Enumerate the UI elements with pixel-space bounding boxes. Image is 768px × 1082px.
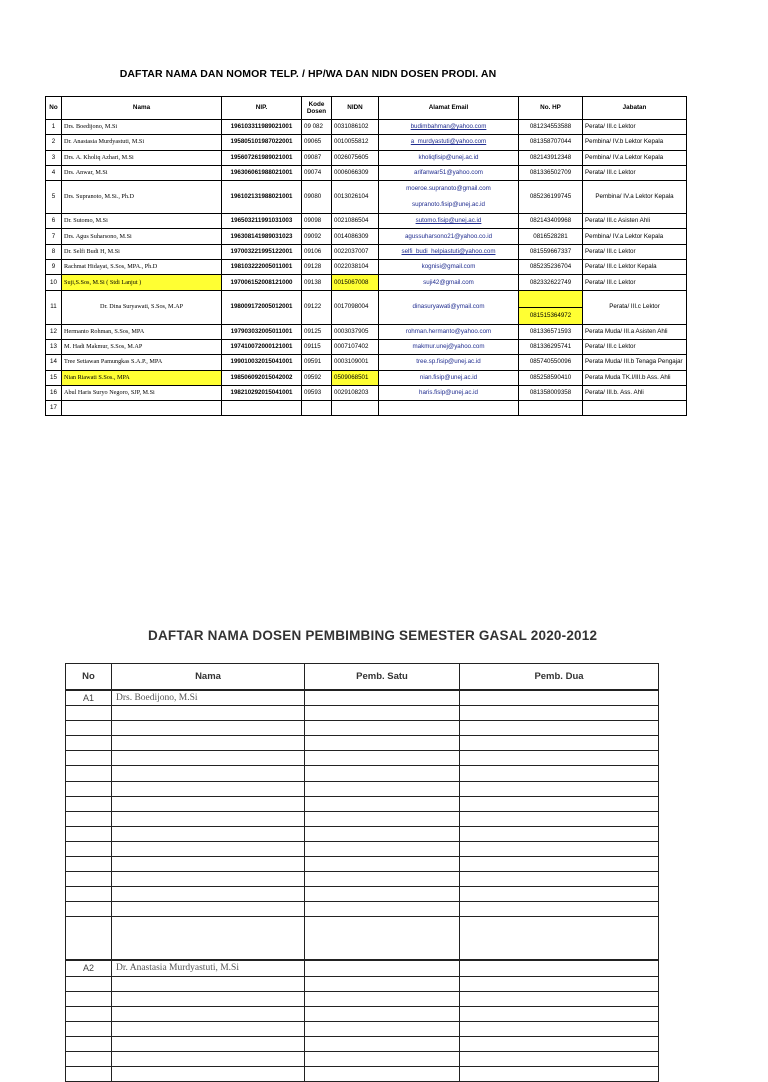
advisor-code <box>66 811 112 826</box>
advisor-blank-row <box>66 1067 659 1082</box>
row-hp <box>519 401 583 416</box>
advisor-pemb-dua <box>460 1067 659 1082</box>
advisor-name <box>112 902 305 917</box>
advisor-blank-row <box>66 736 659 751</box>
advisor-pemb-satu <box>305 991 460 1006</box>
row-hp: 081358707044 <box>519 135 583 150</box>
row-email[interactable]: rohman.hermanto@yahoo.com <box>379 324 519 339</box>
table-row <box>46 401 687 416</box>
row-no: 10 <box>46 275 62 290</box>
row-no: 17 <box>46 401 62 416</box>
lecturer-table <box>45 96 687 416</box>
row-nidn: 0010055812 <box>332 135 379 150</box>
advisor-pemb-satu <box>305 841 460 856</box>
advisor-group-row <box>66 960 659 976</box>
row-kode: 09087 <box>302 150 332 165</box>
row-hp: 085236199745 <box>519 181 583 214</box>
table-row <box>46 165 687 180</box>
table-header-row <box>46 97 687 120</box>
table-row <box>46 290 687 324</box>
row-email[interactable]: kognisi@gmail.com <box>379 260 519 275</box>
row-email-secondary[interactable]: supranoto.fisip@unej.ac.id <box>411 201 485 209</box>
row-nip: 197410072000121001 <box>222 339 302 354</box>
advisor-blank-row <box>66 706 659 721</box>
row-nip: 198009172005012001 <box>222 290 302 324</box>
col-header-kode: Kode Dosen <box>302 97 332 120</box>
row-email[interactable]: haris.fisip@unej.ac.id <box>379 385 519 400</box>
row-hp: 085235236704 <box>519 260 583 275</box>
advisor-name <box>112 1051 305 1066</box>
advisor-code <box>66 857 112 872</box>
col-header-email: Alamat Email <box>379 97 519 120</box>
row-hp-value: 081515364972 <box>519 308 582 324</box>
advisor-name <box>112 857 305 872</box>
row-nip: 196102131988021001 <box>222 181 302 214</box>
row-jabatan: Perata/ III.b. Ass. Ahli <box>583 385 687 400</box>
row-no: 9 <box>46 260 62 275</box>
advisor-pemb-dua <box>460 766 659 781</box>
advisor-name <box>112 706 305 721</box>
advisor-pemb-dua <box>460 841 659 856</box>
row-nama: Drs. Agus Suharsono, M.Si <box>62 229 222 244</box>
row-email[interactable]: agussuharsono21@yahoo.co.id <box>379 229 519 244</box>
row-nama: Rachmat Hidayat, S.Sos, MPA., Ph.D <box>62 260 222 275</box>
row-hp: 082143409968 <box>519 214 583 229</box>
advisor-pemb-satu <box>305 690 460 706</box>
row-nip: 197003221995122001 <box>222 244 302 259</box>
row-nip: 196308141989031023 <box>222 229 302 244</box>
advisor-code <box>66 796 112 811</box>
row-nip: 197903032005011001 <box>222 324 302 339</box>
row-no: 13 <box>46 339 62 354</box>
row-kode: 09115 <box>302 339 332 354</box>
row-nidn: 0031086102 <box>332 120 379 135</box>
row-kode <box>302 401 332 416</box>
advisor-pemb-dua <box>460 721 659 736</box>
row-nidn: 0003037905 <box>332 324 379 339</box>
advisor-name <box>112 796 305 811</box>
advisor-blank-row <box>66 811 659 826</box>
row-nama: Tree Setiawan Pamungkas S.A.P., MPA <box>62 355 222 370</box>
advisor-blank-row <box>66 887 659 902</box>
advisor-code <box>66 1067 112 1082</box>
row-nama: Dr. Anastasia Murdyastuti, M.Si <box>62 135 222 150</box>
row-hp: 081336502709 <box>519 165 583 180</box>
row-hp: 081358009358 <box>519 385 583 400</box>
advisor-name <box>112 826 305 841</box>
row-no: 2 <box>46 135 62 150</box>
row-hp: 082332622749 <box>519 275 583 290</box>
advisor-code <box>66 1036 112 1051</box>
row-jabatan: Pembina/ IV.a Lektor Kepala <box>583 229 687 244</box>
advisor-code <box>66 841 112 856</box>
row-email[interactable]: makmur.unej@yahoo.com <box>379 339 519 354</box>
row-nama: Abul Haris Suryo Negoro, SJP, M.Si <box>62 385 222 400</box>
col-header-nama: Nama <box>62 97 222 120</box>
advisor-pemb-dua <box>460 902 659 917</box>
row-no: 16 <box>46 385 62 400</box>
row-email[interactable]: a_murdyastuti@yahoo.com <box>379 135 519 150</box>
advisor-header-row <box>66 664 659 691</box>
advisor-code <box>66 826 112 841</box>
row-jabatan: Perata Muda TK.I/III.b Ass. Ahli <box>583 370 687 385</box>
row-kode: 09098 <box>302 214 332 229</box>
row-no: 4 <box>46 165 62 180</box>
row-email[interactable]: tree.sp.fisip@unej.ac.id <box>379 355 519 370</box>
row-nama: Nian Riawati S.Sos., MPA <box>62 370 222 385</box>
advisor-code <box>66 706 112 721</box>
row-nidn: 0006066309 <box>332 165 379 180</box>
advisor-spacer-cell <box>112 917 305 961</box>
col-header-no: No <box>46 97 62 120</box>
row-hp: 085740550096 <box>519 355 583 370</box>
advisor-list-title: DAFTAR NAMA DOSEN PEMBIMBING SEMESTER GASAL 2020-2012 <box>148 628 598 643</box>
advisor-pemb-dua <box>460 1036 659 1051</box>
advisor-pemb-dua <box>460 976 659 991</box>
advisor-pemb-satu <box>305 751 460 766</box>
col-header-jabatan: Jabatan <box>583 97 687 120</box>
row-hp: 082143912348 <box>519 150 583 165</box>
row-kode: 09 082 <box>302 120 332 135</box>
advisor-pemb-satu <box>305 1067 460 1082</box>
row-nip: 195607261989021001 <box>222 150 302 165</box>
row-nip: 195805101987022001 <box>222 135 302 150</box>
advisor-blank-row <box>66 796 659 811</box>
advisor-name: Drs. Boedijono, M.Si <box>112 690 305 706</box>
advisor-blank-row <box>66 751 659 766</box>
advisor-pemb-dua <box>460 1006 659 1021</box>
advisor-code: A2 <box>66 960 112 976</box>
row-nidn: 0007107402 <box>332 339 379 354</box>
row-jabatan: Perata/ III.c Lektor <box>583 290 687 324</box>
row-kode: 09074 <box>302 165 332 180</box>
col-header-hp: No. HP <box>519 97 583 120</box>
row-nip: 198103222005011001 <box>222 260 302 275</box>
row-nidn: 0014086309 <box>332 229 379 244</box>
row-nidn: 0022038104 <box>332 260 379 275</box>
row-nidn: 0029108203 <box>332 385 379 400</box>
advisor-code <box>66 902 112 917</box>
advisor-pemb-satu <box>305 960 460 976</box>
row-kode: 09125 <box>302 324 332 339</box>
row-nidn: 0021086504 <box>332 214 379 229</box>
row-hp: 081559667337 <box>519 244 583 259</box>
row-jabatan: Perata/ III.c Lektor <box>583 120 687 135</box>
advisor-name <box>112 976 305 991</box>
advisor-pemb-dua <box>460 736 659 751</box>
row-nama: Hermanto Rohman, S.Sos, MPA <box>62 324 222 339</box>
advisor-code: A1 <box>66 690 112 706</box>
row-nidn: 0017098004 <box>332 290 379 324</box>
table-row <box>46 370 687 385</box>
advisor-code <box>66 991 112 1006</box>
advisor-blank-row <box>66 1036 659 1051</box>
row-hp: 085258590410 <box>519 370 583 385</box>
advisor-name: Dr. Anastasia Murdyastuti, M.Si <box>112 960 305 976</box>
row-kode: 09092 <box>302 229 332 244</box>
advisor-name <box>112 751 305 766</box>
advisor-spacer-cell <box>305 917 460 961</box>
table-row <box>46 260 687 275</box>
advisor-pemb-dua <box>460 751 659 766</box>
col-header-nidn: NIDN <box>332 97 379 120</box>
advisor-pemb-dua <box>460 781 659 796</box>
row-no: 6 <box>46 214 62 229</box>
row-no: 7 <box>46 229 62 244</box>
advisor-pemb-dua <box>460 857 659 872</box>
row-no: 12 <box>46 324 62 339</box>
row-nip: 196103311989021001 <box>222 120 302 135</box>
row-jabatan: Perata/ III.c Asisten Ahli <box>583 214 687 229</box>
advisor-code <box>66 721 112 736</box>
row-nama: Drs. Supranoto, M.Si., Ph.D <box>62 181 222 214</box>
advisor-name <box>112 841 305 856</box>
row-jabatan: Pembina/ IV.a Lektor Kepala <box>583 181 687 214</box>
row-kode: 09138 <box>302 275 332 290</box>
advisor-pemb-satu <box>305 1051 460 1066</box>
table-row <box>46 355 687 370</box>
row-nama: Drs. Boedijono, M.Si <box>62 120 222 135</box>
row-nip: 198210292015041001 <box>222 385 302 400</box>
row-hp-blank <box>519 291 582 308</box>
advisor-blank-row <box>66 1051 659 1066</box>
advisor-code <box>66 1006 112 1021</box>
advisor-blank-row <box>66 976 659 991</box>
row-nidn: 0015067008 <box>332 275 379 290</box>
row-kode: 09128 <box>302 260 332 275</box>
advisor-name <box>112 991 305 1006</box>
row-nidn: 0013026104 <box>332 181 379 214</box>
row-email <box>379 401 519 416</box>
advisor-pemb-dua <box>460 1051 659 1066</box>
table-row <box>46 214 687 229</box>
advisor-name <box>112 811 305 826</box>
advisor-blank-row <box>66 991 659 1006</box>
row-email[interactable]: dinasuryawati@ymail.com <box>379 290 519 324</box>
row-nama: Drs. A. Kholiq Azhari, M.Si <box>62 150 222 165</box>
advisor-pemb-dua <box>460 796 659 811</box>
row-kode: 09591 <box>302 355 332 370</box>
advisor-pemb-dua <box>460 960 659 976</box>
advisor-blank-row <box>66 781 659 796</box>
advisor-spacer-row <box>66 917 659 961</box>
row-email[interactable]: selfi_budi_helpiastuti@yahoo.com <box>379 244 519 259</box>
advisor-pemb-satu <box>305 902 460 917</box>
advisor-pemb-satu <box>305 857 460 872</box>
advisor-code <box>66 887 112 902</box>
row-no: 3 <box>46 150 62 165</box>
row-jabatan: Perata/ III.c Lektor <box>583 275 687 290</box>
advisor-code <box>66 872 112 887</box>
advisor-pemb-dua <box>460 826 659 841</box>
table-row <box>46 150 687 165</box>
table-row <box>46 120 687 135</box>
row-email[interactable]: arifanwar51@yahoo.com <box>379 165 519 180</box>
row-nama: Dr. Sutomo, M.Si <box>62 214 222 229</box>
table-row <box>46 339 687 354</box>
advisor-name <box>112 1067 305 1082</box>
row-email <box>379 181 519 214</box>
row-nidn <box>332 401 379 416</box>
advisor-pemb-satu <box>305 826 460 841</box>
advisor-name <box>112 872 305 887</box>
row-nidn: 0022037007 <box>332 244 379 259</box>
table-row <box>46 275 687 290</box>
advisor-pemb-satu <box>305 1006 460 1021</box>
row-kode: 09080 <box>302 181 332 214</box>
row-hp: 081336571593 <box>519 324 583 339</box>
row-jabatan <box>583 401 687 416</box>
row-nip: 198506092015042002 <box>222 370 302 385</box>
table-row <box>46 244 687 259</box>
row-nidn: 0026075605 <box>332 150 379 165</box>
row-kode: 09065 <box>302 135 332 150</box>
advisor-pemb-satu <box>305 1036 460 1051</box>
advisor-pemb-satu <box>305 887 460 902</box>
row-jabatan: Pembina/ IV.a Lektor Kepala <box>583 150 687 165</box>
advisor-name <box>112 781 305 796</box>
advisor-code <box>66 781 112 796</box>
advisor-blank-row <box>66 857 659 872</box>
advisor-pemb-dua <box>460 690 659 706</box>
row-nama: Drs. Anwar, M.Si <box>62 165 222 180</box>
advisor-code <box>66 736 112 751</box>
row-jabatan: Perata/ III.c Lektor Kepala <box>583 260 687 275</box>
table-row <box>46 229 687 244</box>
row-nip: 196306061988021001 <box>222 165 302 180</box>
advisor-blank-row <box>66 902 659 917</box>
row-email[interactable]: suji42@gmail.com <box>379 275 519 290</box>
advisor-name <box>112 1006 305 1021</box>
row-nama: Dr. Dina Suryawati, S.Sos, M.AP <box>62 290 222 324</box>
advisor-spacer-cell <box>66 917 112 961</box>
advisor-pemb-dua <box>460 887 659 902</box>
row-email-primary[interactable]: moeroe.supranoto@gmail.com <box>406 185 491 193</box>
advisor-blank-row <box>66 1006 659 1021</box>
row-no: 11 <box>46 290 62 324</box>
document-title: DAFTAR NAMA DAN NOMOR TELP. / HP/WA DAN NIDN DOSEN PRODI. AN <box>119 68 497 80</box>
row-jabatan: Perata/ III.c Lektor <box>583 339 687 354</box>
row-nama: M. Hadi Makmur, S.Sos, M.AP <box>62 339 222 354</box>
row-jabatan: Perata Muda/ III.b Tenaga Pengajar <box>583 355 687 370</box>
row-no: 5 <box>46 181 62 214</box>
row-nip: 197006152008121000 <box>222 275 302 290</box>
row-jabatan: Perata/ III.c Lektor <box>583 165 687 180</box>
advisor-pemb-satu <box>305 781 460 796</box>
row-nip: 199010032015041001 <box>222 355 302 370</box>
advisor-blank-row <box>66 766 659 781</box>
advisor-pemb-dua <box>460 991 659 1006</box>
advisor-code <box>66 976 112 991</box>
row-no: 14 <box>46 355 62 370</box>
row-kode: 09593 <box>302 385 332 400</box>
advisor-code <box>66 751 112 766</box>
row-nip: 196503211991031003 <box>222 214 302 229</box>
row-hp: 081336295741 <box>519 339 583 354</box>
table-row <box>46 135 687 150</box>
advisor-pemb-satu <box>305 872 460 887</box>
row-email[interactable]: sutomo.fisip@unej.ac.id <box>379 214 519 229</box>
row-kode: 09106 <box>302 244 332 259</box>
table-row <box>46 385 687 400</box>
advisor-blank-row <box>66 872 659 887</box>
row-email[interactable]: nian.fisip@unej.ac.id <box>379 370 519 385</box>
row-nidn: 0509068501 <box>332 370 379 385</box>
advisor-pemb-satu <box>305 721 460 736</box>
advisor-pemb-satu <box>305 736 460 751</box>
advisor-pemb-satu <box>305 796 460 811</box>
row-nama: Dr. Selfi Budi H, M.Si <box>62 244 222 259</box>
row-nidn: 0003109001 <box>332 355 379 370</box>
advisor-blank-row <box>66 841 659 856</box>
row-jabatan: Perata Muda/ III.a Asisten Ahli <box>583 324 687 339</box>
advisor-code <box>66 1051 112 1066</box>
row-jabatan: Pembina/ IV.b Lektor Kepala <box>583 135 687 150</box>
advisor-name <box>112 766 305 781</box>
advisor-code <box>66 766 112 781</box>
advisor-name <box>112 887 305 902</box>
advisor-col-satu: Pemb. Satu <box>305 664 460 691</box>
row-email[interactable]: kholiqfisip@unej.ac.id <box>379 150 519 165</box>
advisor-col-dua: Pemb. Dua <box>460 664 659 691</box>
table-row <box>46 324 687 339</box>
row-nip <box>222 401 302 416</box>
row-jabatan: Perata/ III.c Lektor <box>583 244 687 259</box>
row-nama <box>62 401 222 416</box>
advisor-table <box>65 663 659 1082</box>
advisor-blank-row <box>66 826 659 841</box>
advisor-name <box>112 1036 305 1051</box>
advisor-name <box>112 736 305 751</box>
row-no: 1 <box>46 120 62 135</box>
row-no: 8 <box>46 244 62 259</box>
row-email[interactable]: budimbahman@yahoo.com <box>379 120 519 135</box>
advisor-pemb-dua <box>460 811 659 826</box>
advisor-pemb-satu <box>305 706 460 721</box>
advisor-pemb-dua <box>460 706 659 721</box>
row-hp: 081234553588 <box>519 120 583 135</box>
advisor-col-no: No <box>66 664 112 691</box>
advisor-name <box>112 721 305 736</box>
advisor-pemb-dua <box>460 872 659 887</box>
advisor-group-row <box>66 690 659 706</box>
advisor-blank-row <box>66 721 659 736</box>
table-row <box>46 181 687 214</box>
advisor-pemb-satu <box>305 811 460 826</box>
advisor-pemb-satu <box>305 976 460 991</box>
row-kode: 09122 <box>302 290 332 324</box>
row-hp <box>519 290 583 324</box>
col-header-nip: NIP. <box>222 97 302 120</box>
row-no: 15 <box>46 370 62 385</box>
row-nama: Suji,S.Sos, M.Si ( Stdi Lanjut ) <box>62 275 222 290</box>
row-hp: 0816528281 <box>519 229 583 244</box>
advisor-pemb-satu <box>305 766 460 781</box>
advisor-spacer-cell <box>460 917 659 961</box>
advisor-col-nama: Nama <box>112 664 305 691</box>
row-kode: 09592 <box>302 370 332 385</box>
